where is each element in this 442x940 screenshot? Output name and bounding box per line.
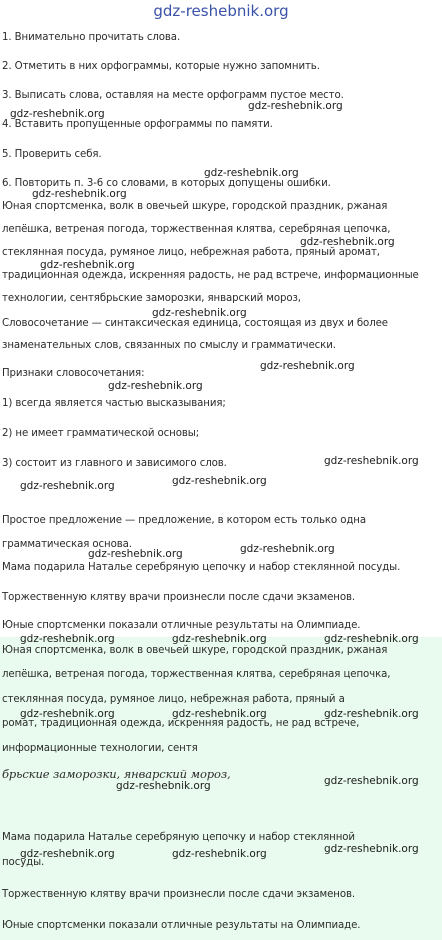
watermark: gdz-reshebnik.org bbox=[116, 780, 211, 792]
answer-sentence-1-line-1: Мама подарила Наталье серебряную цепочку и набор стеклянной bbox=[2, 832, 355, 843]
sentence-3: Юные спортсменки показали отличные результаты на Олимпиаде. bbox=[2, 620, 361, 631]
watermark: gdz-reshebnik.org bbox=[248, 100, 343, 112]
answer-words-line-1: Юная спортсменка, волк в овечьей шкуре, городской праздник, ржаная bbox=[2, 645, 388, 656]
simple-sentence-line-2: грамматическая основа. bbox=[2, 539, 132, 550]
watermark: gdz-reshebnik.org bbox=[10, 108, 105, 120]
watermark: gdz-reshebnik.org bbox=[20, 708, 115, 720]
sign-2: 2) не имеет грамматической основы; bbox=[2, 428, 200, 439]
step-3: 3. Выписать слова, оставляя на месте орфограмм пустое место. bbox=[2, 90, 344, 101]
step-6: 6. Повторить п. 3-6 со словами, в которых допущены ошибки. bbox=[2, 178, 331, 189]
sign-3: 3) состоит из главного и зависимого слов. bbox=[2, 458, 227, 469]
watermark: gdz-reshebnik.org bbox=[324, 775, 419, 787]
watermark: gdz-reshebnik.org bbox=[324, 708, 419, 720]
words-line-4: традиционная одежда, искренняя радость, не рад встрече, информационные bbox=[2, 270, 419, 281]
simple-sentence-line-1: Простое предложение — предложение, в котором есть только одна bbox=[2, 515, 366, 526]
definition-line-2: знаменательных слов, связанных по смыслу и грамматически. bbox=[2, 340, 336, 351]
watermark: gdz-reshebnik.org bbox=[260, 360, 355, 372]
answer-sentence-1-line-2: посуды. bbox=[2, 857, 45, 868]
watermark: gdz-reshebnik.org bbox=[324, 455, 419, 467]
answer-words-line-5: информационные технологии, сентя bbox=[2, 743, 198, 754]
answer-sentence-2: Торжественную клятву врачи произнесли после сдачи экзаменов. bbox=[2, 889, 356, 900]
words-line-2: лепёшка, ветреная погода, торжественная клятва, серебряная цепочка, bbox=[2, 224, 391, 235]
answer-sentence-3: Юные спортсменки показали отличные результаты на Олимпиаде. bbox=[2, 920, 361, 931]
step-5: 5. Проверить себя. bbox=[2, 149, 102, 160]
definition-line-1: Словосочетание — синтаксическая единица, состоящая из двух и более bbox=[2, 318, 388, 329]
sign-1: 1) всегда является частью высказывания; bbox=[2, 398, 226, 409]
watermark: gdz-reshebnik.org bbox=[108, 380, 203, 392]
watermark: gdz-reshebnik.org bbox=[172, 633, 267, 645]
watermark: gdz-reshebnik.org bbox=[88, 548, 183, 560]
watermark: gdz-reshebnik.org bbox=[324, 633, 419, 645]
watermark: gdz-reshebnik.org bbox=[324, 843, 419, 855]
answer-words-line-6: брьские заморозки, январский мороз, bbox=[2, 767, 231, 781]
watermark: gdz-reshebnik.org bbox=[240, 543, 335, 555]
watermark: gdz-reshebnik.org bbox=[172, 475, 267, 487]
words-line-3: стеклянная посуда, румяное лицо, небрежная работа, пряный аромат, bbox=[2, 247, 380, 258]
words-line-5: технологии, сентябрьские заморозки, январский мороз, bbox=[2, 293, 301, 304]
answer-words-line-4: ромат, традиционная одежда, искренняя радость, не рад встрече, bbox=[2, 718, 360, 729]
watermark: gdz-reshebnik.org bbox=[172, 848, 267, 860]
watermark: gdz-reshebnik.org bbox=[152, 307, 247, 319]
watermark: gdz-reshebnik.org bbox=[20, 480, 115, 492]
sentence-1: Мама подарила Наталье серебряную цепочку и набор стеклянной посуды. bbox=[2, 562, 401, 573]
watermark: gdz-reshebnik.org bbox=[204, 167, 299, 179]
watermark: gdz-reshebnik.org bbox=[32, 188, 127, 200]
signs-title: Признаки словосочетания: bbox=[2, 368, 145, 379]
step-4: 4. Вставить пропущенные орфограммы по памяти. bbox=[2, 119, 273, 130]
step-1: 1. Внимательно прочитать слова. bbox=[2, 32, 181, 43]
watermark: gdz-reshebnik.org bbox=[20, 848, 115, 860]
site-header[interactable]: gdz-reshebnik.org bbox=[153, 2, 289, 20]
words-line-1: Юная спортсменка, волк в овечьей шкуре, городской праздник, ржаная bbox=[2, 201, 388, 212]
answer-words-line-3: стеклянная посуда, румяное лицо, небрежная работа, пряный а bbox=[2, 694, 345, 705]
watermark: gdz-reshebnik.org bbox=[40, 259, 135, 271]
watermark: gdz-reshebnik.org bbox=[172, 708, 267, 720]
answer-words-line-2: лепёшка, ветреная погода, торжественная клятва, серебряная цепочка, bbox=[2, 669, 391, 680]
step-2: 2. Отметить в них орфограммы, которые нужно запомнить. bbox=[2, 61, 320, 72]
sentence-2: Торжественную клятву врачи произнесли после сдачи экзаменов. bbox=[2, 592, 356, 603]
watermark: gdz-reshebnik.org bbox=[20, 633, 115, 645]
watermark: gdz-reshebnik.org bbox=[300, 236, 395, 248]
